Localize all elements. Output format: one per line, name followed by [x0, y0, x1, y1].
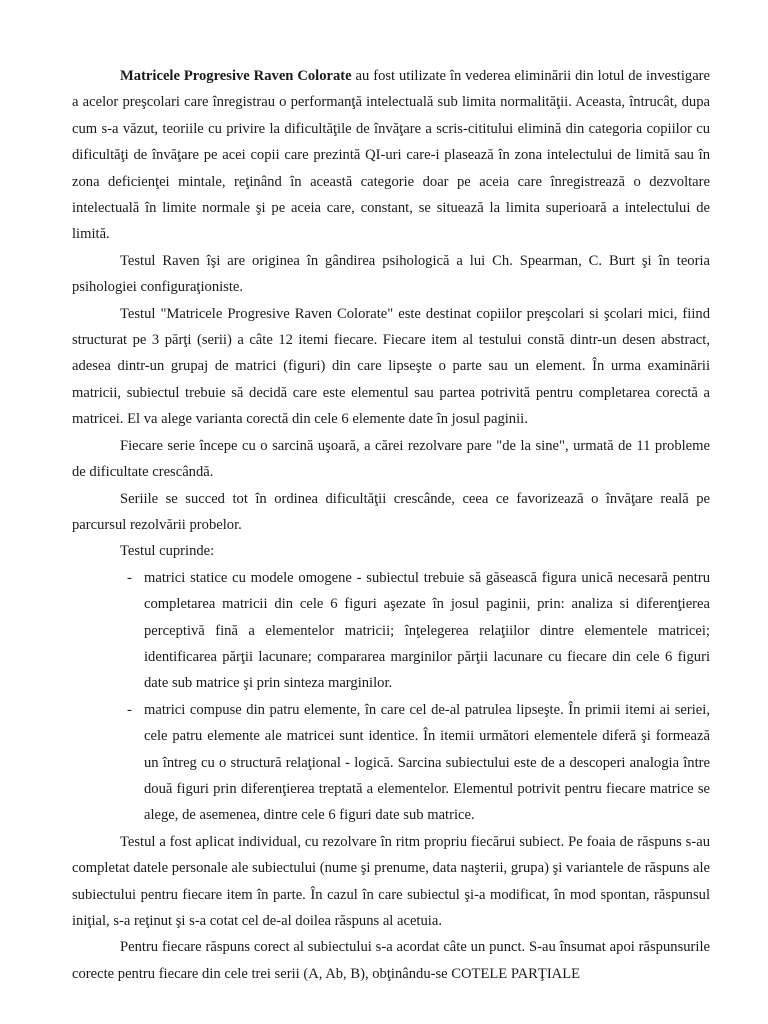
list-item: [127, 565, 710, 697]
paragraph-origin: Testul Raven îşi are originea în gândirea psihologică a lui Ch. Spearman, C. Burt şi în teoria psihologiei configuraţioniste.: [72, 252, 710, 296]
paragraph-series-order: Seriile se succed tot în ordinea dificultăţii crescânde, ceea ce favorizează o învăţare reală pe parcursul rezolvării probelor.: [72, 490, 710, 533]
paragraph-application: Testul a fost aplicat individual, cu rezolvare în ritm propriu fiecărui subiect. Pe foaia de răspuns s-au completat datele personale ale subiectului (nume şi prenume, data naşterii, grupa) şi variantele de răspuns ale subiectului pentru fiecare item în parte. În cazul în care subiectul şi-a modificat, în mod spontan, răspunsul iniţial, s-a reţinut şi s-a cotat cel de-al doilea răspuns al acetuia.: [72, 833, 710, 929]
bullet-list: [72, 565, 710, 829]
paragraph-lead-bold: Matricele Progresive Raven Colorate: [120, 68, 352, 84]
paragraph-scoring: Pentru fiecare răspuns corect al subiectului s-a acordat câte un punct. S-au însumat apoi răspunsurile corecte pentru fiecare din cele trei serii (A, Ab, B), obţinându-se COTELE PARŢIALE: [72, 939, 710, 982]
list-item-text: matrici compuse din patru elemente, în care cel de-al patrulea lipseşte. În primii itemi ai seriei, cele patru elemente ale matricei sunt identice. În itemii următori elementele diferă şi formează un întreg cu o structură relaţional - logică. Sarcina subiectului este de a descoperi analogia între două figuri prin diferenţierea treptată a elementelor. Elementul potrivit pentru fiecare matrice se alege, de asemenea, dintre cele 6 figuri date sub matrice.: [144, 701, 710, 824]
list-item: [127, 697, 710, 829]
list-item-text: matrici statice cu modele omogene - subiectul trebuie să găsească figura unică necesară pentru completarea matricii din cele 6 figuri aşezate în josul paginii, prin: analiza si diferenţierea perceptivă fină a elementelor matricii; înţelegerea relaţiilor dintre elementele matricei; identificarea părţii lacunare; compararea marginilor părţii lacunare cu fiecare din cele 6 figuri date sub matrice şi prin sinteza marginilor.: [144, 569, 710, 692]
paragraph-intro: [72, 63, 710, 248]
paragraph-test-description: Testul "Matricele Progresive Raven Colorate" este destinat copiilor preşcolari si şcolari mici, fiind structurat pe 3 părţi (serii) a câte 12 itemi fiecare. Fiecare item al testului constă dintr-un desen abstract, adesea dintr-un grupaj de matrici (figuri) din care lipseşte o parte sau un element. În urma examinării matricii, subiectul trebuie să decidă care este elementul sau partea potrivită pentru completarea corectă a matricei. El va alege varianta corectă din cele 6 elemente date în josul paginii.: [72, 305, 710, 428]
paragraph-series-start: Fiecare serie începe cu o sarcină uşoară, a cărei rezolvare pare "de la sine", urmată de 11 probleme de dificultate crescândă.: [72, 437, 710, 481]
bullet-dash: -: [127, 701, 132, 718]
paragraph-test-contains: Testul cuprinde:: [120, 543, 215, 560]
paragraph-intro-text: au fost utilizate în vederea eliminării din lotul de investigare a acelor preşcolari care înregistrau o performanţă intelectuală sub limita normalităţii. Aceasta, întrucât, dupa cum s-a văzut, teoriile cu privire la dificultăţile de învăţare a scris-cititului elimină din categoria copiilor cu dificultăţi de învăţare pe acei copii care prezintă QI-uri care-i plasează în zona intelectului de limită sau în zona deficienţei mintale, reţinând în această categorie doar pe aceia care înregistrează o dezvoltare intelectuală în limite normale şi pe aceia care, constant, se situează la limita superioară a intelectului de limită.: [72, 68, 711, 243]
bullet-dash: -: [127, 569, 132, 586]
